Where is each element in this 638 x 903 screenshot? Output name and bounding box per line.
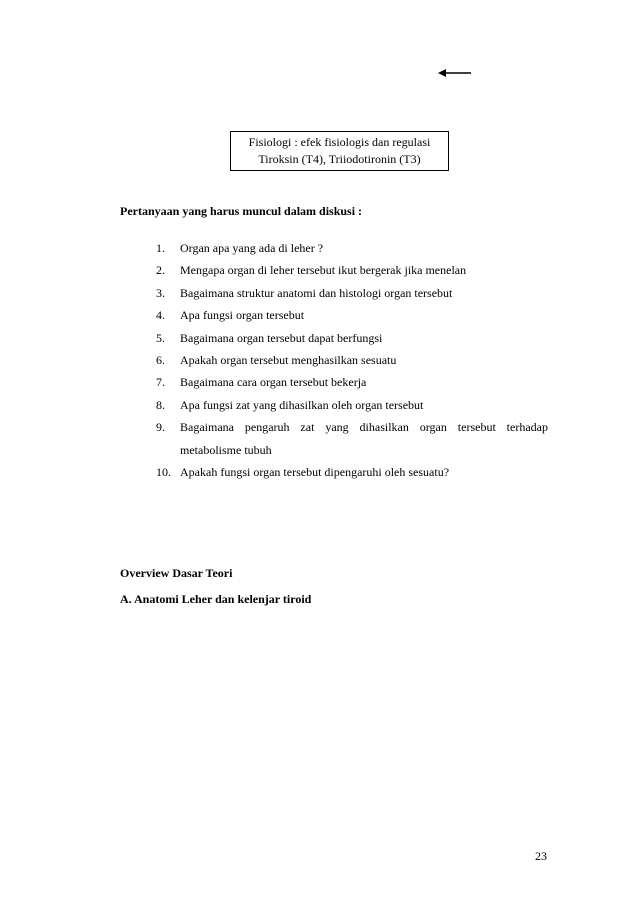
overview-heading: Overview Dasar Teori xyxy=(120,566,233,580)
item-number: 5. xyxy=(156,330,165,345)
question-list xyxy=(156,237,548,483)
list-item xyxy=(156,304,548,326)
item-text: Bagaimana organ tersebut dapat berfungsi xyxy=(180,330,383,345)
topic-line-1: Fisiologi : efek fisiologis dan regulasi xyxy=(248,135,431,149)
item-text: Bagaimana struktur anatomi dan histologi organ tersebut xyxy=(180,285,453,300)
item-text: Apakah fungsi organ tersebut dipengaruhi oleh sesuatu? xyxy=(180,465,450,480)
item-number: 10. xyxy=(156,465,171,480)
item-number: 8. xyxy=(156,397,165,412)
topic-box xyxy=(230,131,449,171)
item-text: Organ apa yang ada di leher ? xyxy=(180,241,324,255)
item-number: 2. xyxy=(156,263,165,278)
page-number: 23 xyxy=(535,849,547,863)
questions-heading: Pertanyaan yang harus muncul dalam diskusi : xyxy=(120,204,363,218)
item-number: 1. xyxy=(156,241,165,255)
left-arrow-icon xyxy=(438,66,472,80)
item-text-line-1: Bagaimana pengaruh zat yang dihasilkan organ tersebut terhadap xyxy=(180,420,548,435)
item-text: Mengapa organ di leher tersebut ikut bergerak jika menelan xyxy=(180,263,467,278)
item-number: 3. xyxy=(156,285,165,300)
list-item xyxy=(156,371,548,393)
list-item xyxy=(156,282,548,304)
item-text: Apa fungsi zat yang dihasilkan oleh organ tersebut xyxy=(180,397,424,412)
topic-line-2: Tiroksin (T4), Triiodotironin (T3) xyxy=(258,152,421,166)
item-number: 7. xyxy=(156,375,165,390)
item-number: 9. xyxy=(156,420,165,435)
list-item xyxy=(156,394,548,416)
item-text: Bagaimana cara organ tersebut bekerja xyxy=(180,375,367,390)
item-text: Apa fungsi organ tersebut xyxy=(180,308,305,323)
list-item xyxy=(156,237,548,259)
list-item xyxy=(156,349,548,371)
item-number: 6. xyxy=(156,353,165,368)
list-item xyxy=(156,416,548,461)
list-item xyxy=(156,461,548,483)
item-text-line-2: metabolisme tubuh xyxy=(180,442,272,457)
item-number: 4. xyxy=(156,308,165,323)
item-text: Apakah organ tersebut menghasilkan sesuatu xyxy=(180,353,397,368)
section-heading: A. Anatomi Leher dan kelenjar tiroid xyxy=(120,592,312,606)
list-item xyxy=(156,327,548,349)
list-item xyxy=(156,259,548,281)
